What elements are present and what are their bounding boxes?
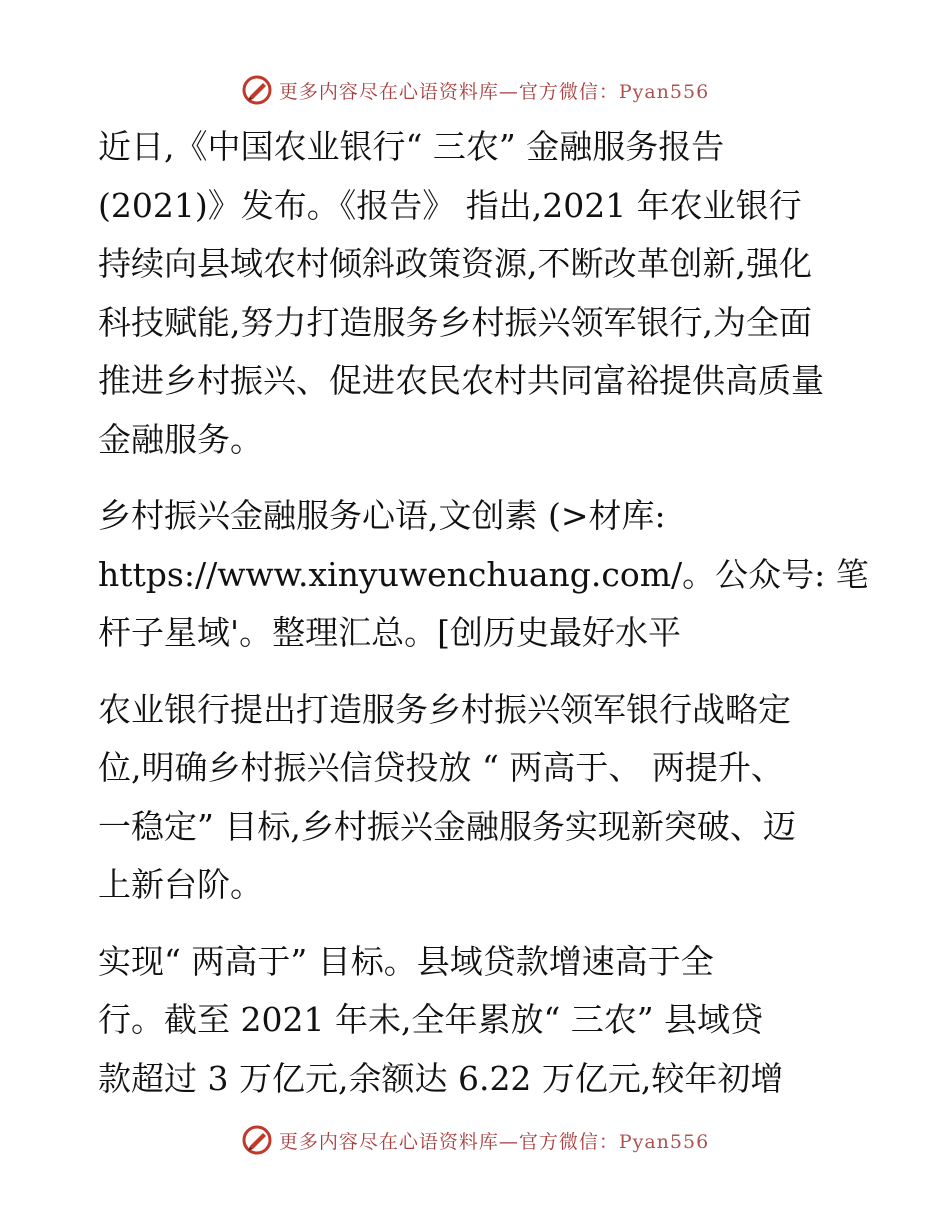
text-line: 金融服务。 — [98, 419, 263, 459]
paragraph-3 — [98, 681, 858, 915]
text-line: 行。截至 2021 年未,全年累放“ 三农” 县域贷 — [98, 1000, 764, 1039]
text-line: 杆子星域'。整理汇总。[创历史最好水平 — [98, 613, 681, 652]
text-line: 上新台阶。 — [98, 865, 263, 904]
header-wechat-id: Pyan556 — [618, 80, 710, 103]
pen-logo-icon — [241, 74, 273, 106]
header-banner — [0, 70, 950, 110]
text-line: 推进乡村振兴、促进农民农村共同富裕提供高质量 — [98, 361, 824, 400]
text-line: 款超过 3 万亿元,余额达 6.22 万亿元,较年初增 — [98, 1058, 784, 1098]
text-line: 实现“ 两高于” 目标。县域贷款增速高于全 — [98, 941, 714, 981]
footer-banner-text: 更多内容尽在心语资料库—官方微信：Pyan556 — [278, 1130, 710, 1153]
text-line: https://www.xinyuwenchuang.com/。公众号: 笔 — [98, 554, 869, 594]
text-line: (2021)》发布。《报告》 指出,2021 年农业银行 — [98, 185, 802, 225]
text-line: 近日,《中国农业银行“ 三农” 金融服务报告 — [98, 127, 725, 166]
text-line: 一稳定” 目标,乡村振兴金融服务实现新突破、迈 — [98, 806, 796, 846]
text-line: 农业银行提出打造服务乡村振兴领军银行战略定 — [98, 689, 791, 729]
footer-banner — [0, 1120, 950, 1160]
header-banner-text: 更多内容尽在心语资料库—官方微信：Pyan556 — [278, 80, 710, 103]
paragraph-4 — [98, 933, 858, 1109]
document-body — [98, 118, 869, 1126]
text-line: 科技赋能,努力打造服务乡村振兴领军银行,为全面 — [98, 302, 812, 342]
text-line: 位,明确乡村振兴信贷投放 “ 两高于、 两提升、 — [98, 748, 784, 787]
paragraph-1 — [98, 118, 858, 469]
pen-logo-icon — [241, 1124, 273, 1156]
paragraph-2 — [98, 487, 869, 663]
text-line: 持续向县域农村倾斜政策资源,不断改革创新,强化 — [98, 244, 812, 283]
text-line: 乡村振兴金融服务心语,文创素 (>材库: — [98, 496, 666, 535]
footer-wechat-id: Pyan556 — [618, 1130, 710, 1153]
